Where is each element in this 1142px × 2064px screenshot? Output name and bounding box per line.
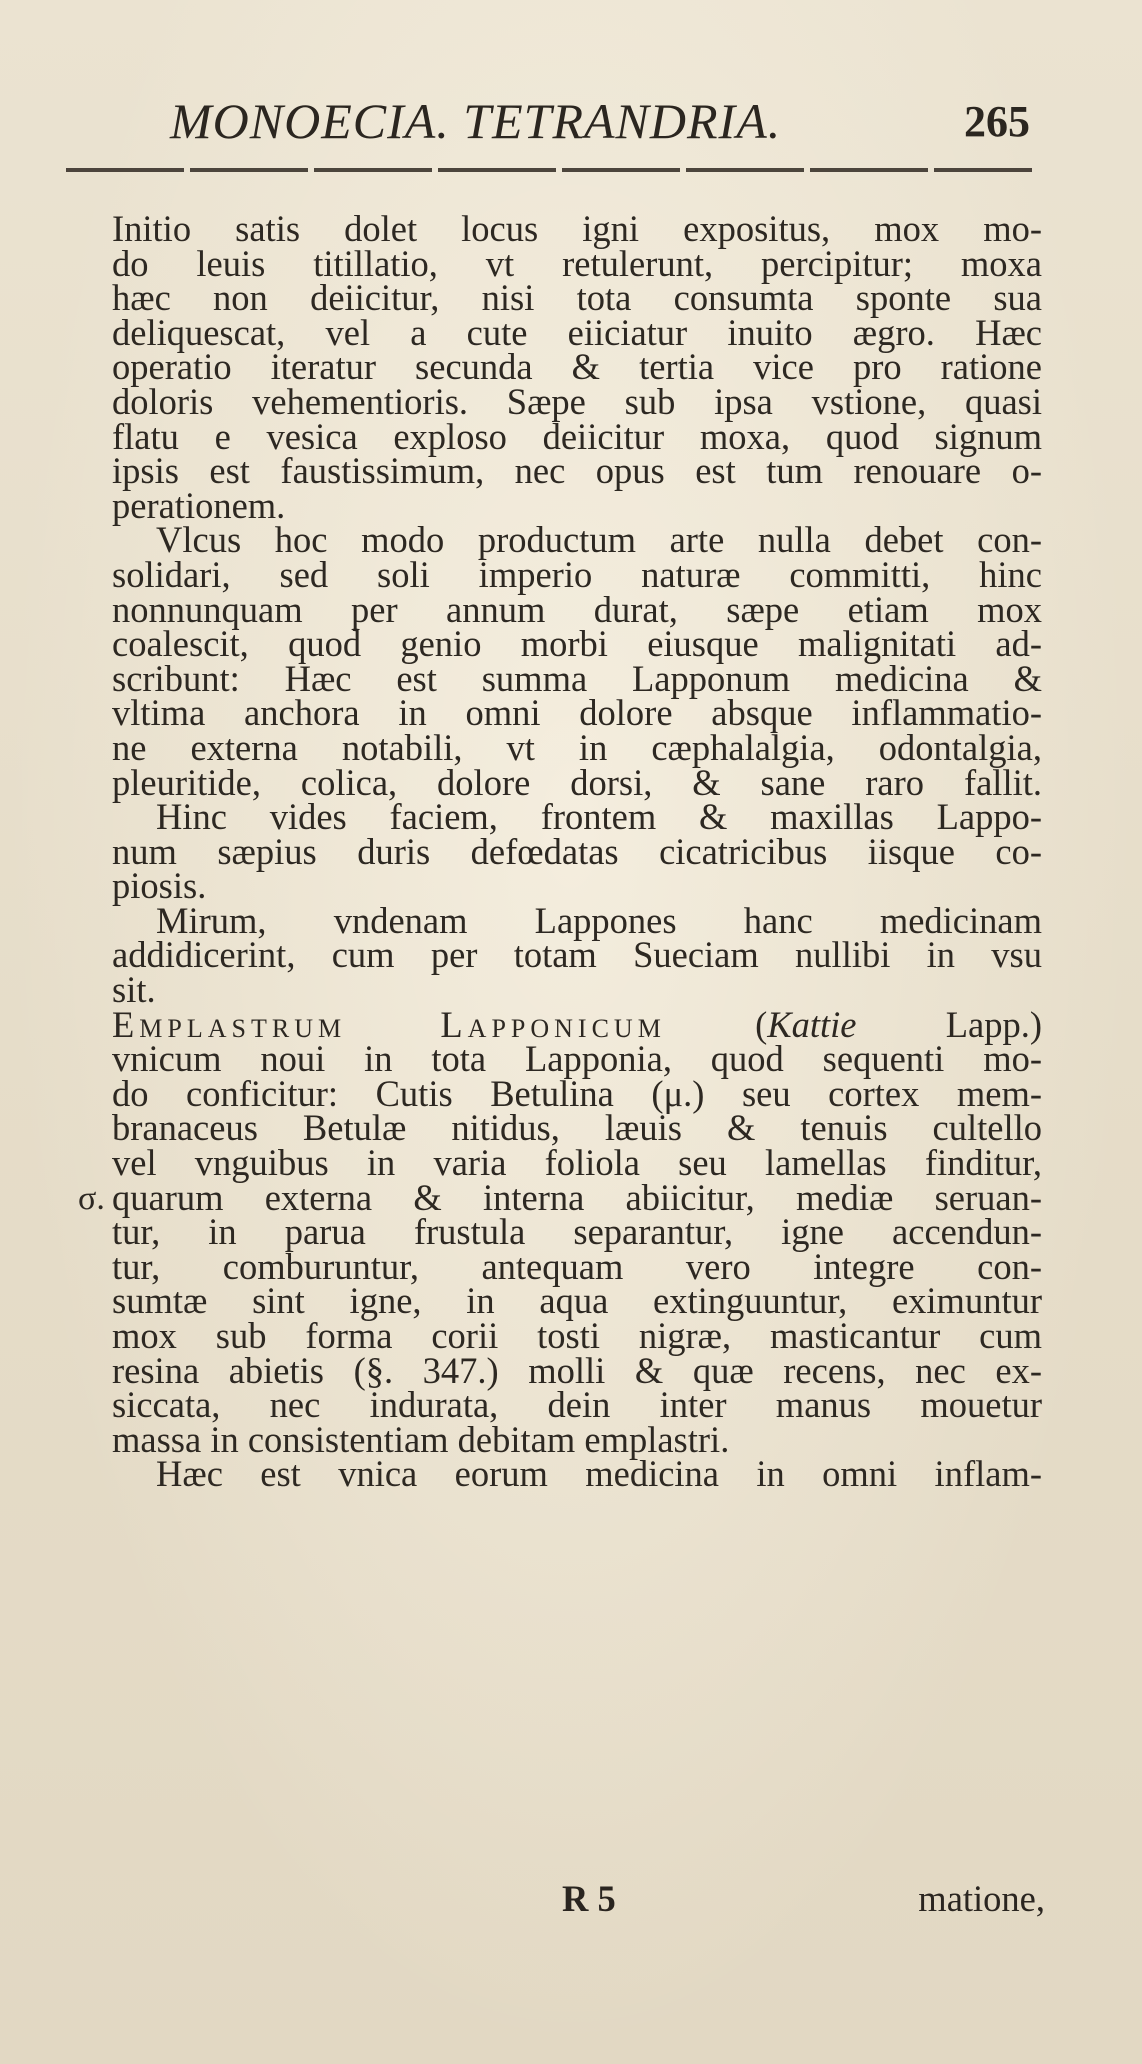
text-line: Initio satis dolet locus igni expositus, mox mo- [112, 208, 1042, 249]
text-line: doloris vehementioris. Sæpe sub ipsa vstione, quasi [112, 380, 1042, 422]
text-line: solidari, sed soli imperio naturæ committi, hinc [112, 553, 1042, 595]
page-header [170, 92, 1050, 152]
text-line: mox sub forma corii tosti nigræ, masticantur cum [112, 1315, 1042, 1356]
text-line: sumtæ sint igne, in aqua extinguuntur, eximuntur [112, 1280, 1042, 1322]
text-line: quarum externa & interna abiicitur, mediæ seruan- [112, 1176, 1042, 1218]
text-line: deliquescat, vel a cute eiiciatur inuito ægro. Hæc [112, 311, 1042, 353]
text-line: Hæc est vnica eorum medicina in omni inflam- [156, 1453, 1042, 1495]
text-line: tur, in parua frustula separantur, igne accendun- [112, 1211, 1042, 1253]
text-line: resina abietis (§. 347.) molli & quæ recens, nec ex- [112, 1349, 1042, 1391]
text-line: vnicum noui in tota Lapponia, quod sequenti mo- [112, 1038, 1042, 1080]
running-title: MONOECIA. TETRANDRIA. [170, 93, 782, 149]
text-line: nonnunquam per annum durat, sæpe etiam mox [112, 588, 1042, 630]
text-line: do leuis titillatio, vt retulerunt, percipitur; moxa [112, 242, 1042, 284]
text-line: scribunt: Hæc est summa Lapponum medicina & [112, 657, 1042, 699]
page-number: 265 [964, 97, 1030, 146]
text-line: piosis. [112, 865, 207, 907]
paren-open: ( [755, 1003, 768, 1045]
catchword: matione, [918, 1878, 1045, 1919]
text-line: operatio iteratur secunda & tertia vice pro ratione [112, 346, 1042, 388]
section-marker: σ. [78, 1180, 105, 1217]
text-line: massa in consistentiam debitam emplastri. [112, 1418, 730, 1460]
text-line: pleuritide, colica, dolore dorsi, & sane raro fallit. [112, 761, 1042, 803]
text-line: vltima anchora in omni dolore absque inflammatio- [112, 692, 1042, 734]
text-line: branaceus Betulæ nitidus, læuis & tenuis cultello [112, 1107, 1042, 1149]
text-line: sit. [112, 969, 156, 1011]
vernacular-name: Kattie [767, 1003, 857, 1045]
text-line: addidicerint, cum per totam Sueciam nullibi in vsu [112, 934, 1042, 976]
text-line: Vlcus hoc modo productum arte nulla debet con- [156, 519, 1042, 561]
emplastrum-heading-line [112, 1003, 1042, 1045]
text-line: siccata, nec indurata, dein inter manus mouetur [112, 1384, 1042, 1426]
text-line: do conficitur: Cutis Betulina (μ.) seu cortex mem- [112, 1072, 1042, 1114]
text-line: perationem. [112, 484, 286, 526]
lapp-abbrev: Lapp.) [945, 1003, 1042, 1045]
text-line: flatu e vesica exploso deiicitur moxa, quod signum [112, 415, 1042, 457]
text-line: Hinc vides faciem, frontem & maxillas Lappo- [156, 796, 1042, 838]
text-line: hæc non deiicitur, nisi tota consumta sponte sua [112, 277, 1042, 319]
text-line: coalescit, quod genio morbi eiusque malignitati ad- [112, 623, 1042, 665]
text-line: num sæpius duris defœdatas cicatricibus iisque co- [112, 830, 1042, 872]
text-line: tur, comburuntur, antequam vero integre con- [112, 1245, 1042, 1287]
text-line: vel vnguibus in varia foliola seu lamellas finditur, [112, 1142, 1042, 1184]
body-text [112, 208, 1042, 1495]
emplastrum-title: Emplastrum Lapponicum [112, 1003, 666, 1045]
signature-mark: R 5 [562, 1878, 616, 1919]
text-line: ne externa notabili, vt in cæphalalgia, odontalgia, [112, 726, 1042, 768]
text-line: Mirum, vndenam Lappones hanc medicinam [156, 899, 1042, 941]
page-footer [540, 1877, 1045, 1917]
text-line: ipsis est faustissimum, nec opus est tum renouare o- [112, 450, 1042, 492]
header-rule [66, 168, 1032, 172]
